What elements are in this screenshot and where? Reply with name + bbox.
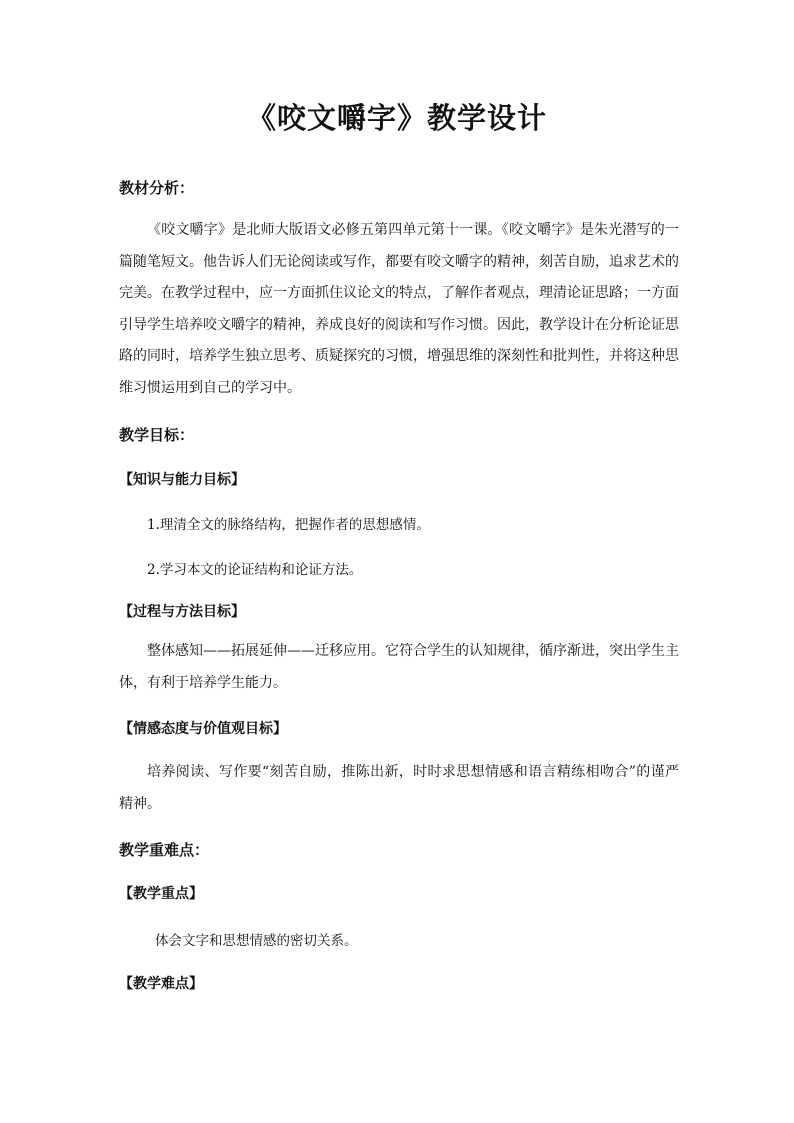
page-title: 《咬文嚼字》教学设计 [246,101,547,135]
focus-heading: 【教学重点】 [119,886,203,902]
knowledge-goal-item-2: 2.学习本文的论证结构和论证方法。 [147,562,363,578]
emotion-goals-paragraph: 培养阅读、写作要“刻苦自励，推陈出新，时时求思想情感和语言精练相吻合”的谨严精神。 [119,764,679,812]
emotion-goals-heading: 【情感态度与价值观目标】 [119,721,287,737]
process-goals-paragraph: 整体感知——拓展延伸——迁移应用。它符合学生的认知规律，循序渐进，突出学生主体，有利于培养学生能力。 [119,643,679,691]
process-goals-heading: 【过程与方法目标】 [119,604,245,620]
knowledge-goal-item-1: 1.理清全文的脉络结构，把握作者的思想感情。 [147,517,430,533]
keypoints-heading: 教学重难点： [119,841,210,859]
knowledge-goals-heading: 【知识与能力目标】 [119,472,245,488]
goals-heading: 教学目标： [119,426,195,444]
focus-text: 体会文字和思想情感的密切关系。 [155,933,358,949]
analysis-paragraph: 《咬文嚼字》是北师大版语文必修五第四单元第十一课。《咬文嚼字》是朱光潜写的一篇随笔短文。他告诉人们无论阅读或写作，都要有咬文嚼字的精神，刻苦自励，追求艺术的完美。在教学过程中，应一方面抓住议论文的特点，了解作者观点，理清论证思路；一方面引导学生培养咬文嚼字的精神，养成良好的阅读和写作习惯。因此，教学设计在分析论证思路的同时，培养学生独立思考、质疑探究的习惯，增强思维的深刻性和批判性，并将这种思维习惯运用到自己的学习中。 [119,222,679,396]
difficulty-heading: 【教学难点】 [119,976,203,992]
analysis-heading: 教材分析： [119,179,195,197]
